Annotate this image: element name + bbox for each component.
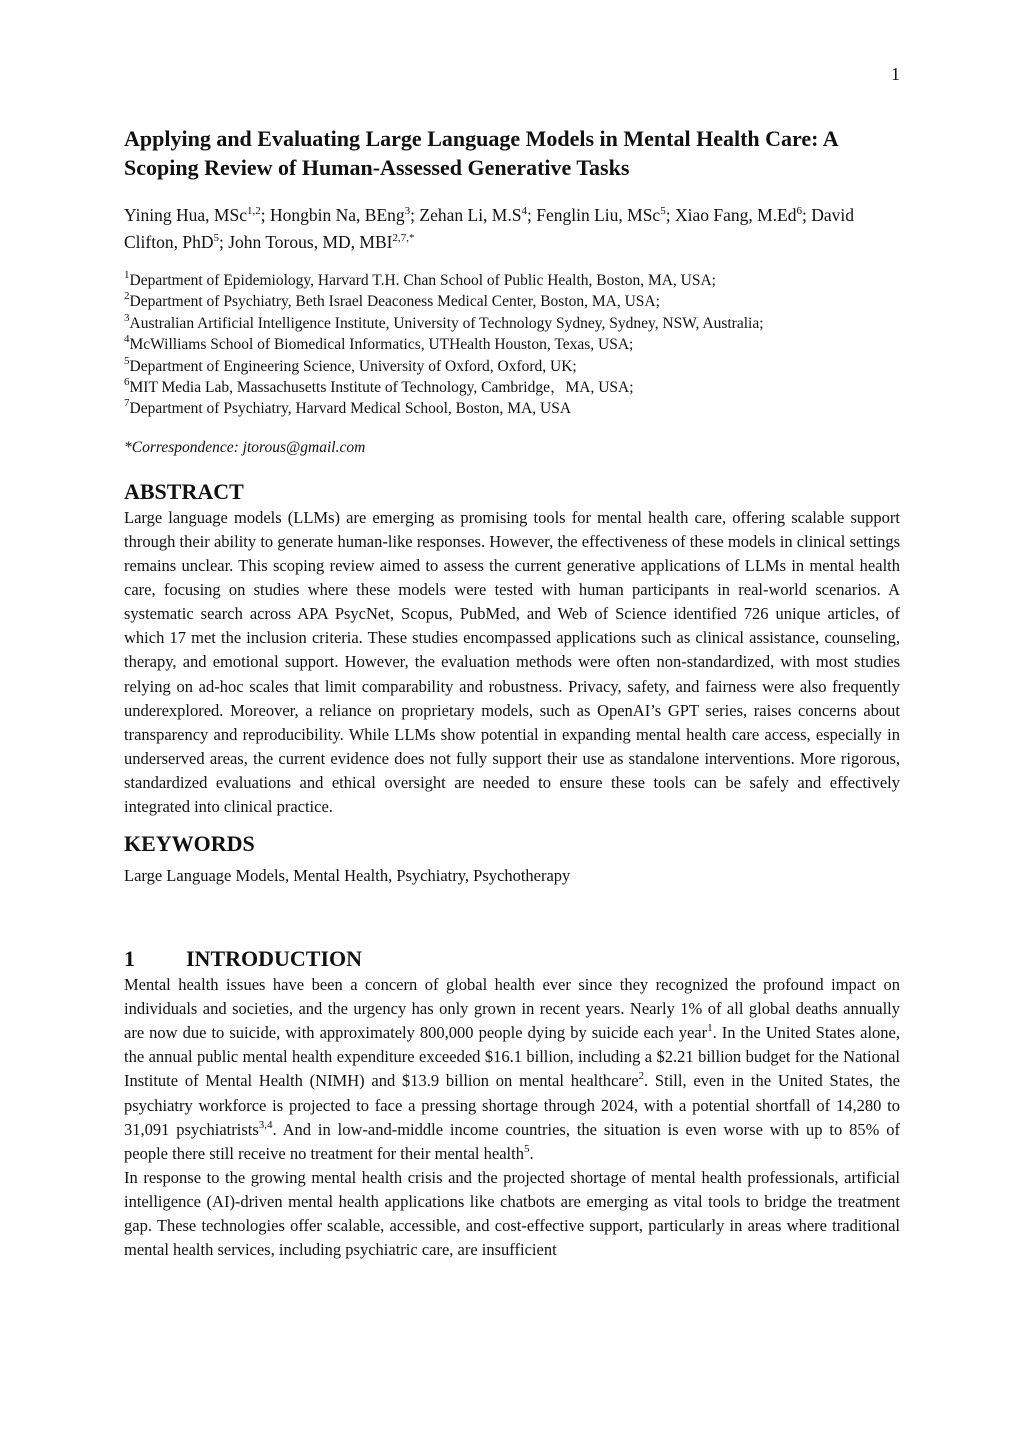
affiliation: $^6$MIT Media Lab, Massachusetts Institute of Technology, Cambridge，MA, USA;: [124, 376, 634, 397]
author: Xiao Fang, M.Ed$^6$;: [674, 205, 812, 225]
introduction-heading: [124, 945, 900, 973]
author: Fenglin Liu, MSc$^5$;: [536, 205, 675, 225]
author: Yining Hua, MSc$^{1,2}$;: [124, 205, 270, 225]
affiliation: $^7$Department of Psychiatry, Harvard Medical School, Boston, MA, USA: [124, 397, 572, 418]
affiliation: $^4$McWilliams School of Biomedical Informatics, UTHealth Houston, Texas, USA;: [124, 333, 634, 354]
affiliation: $^1$Department of Epidemiology, Harvard T.H. Chan School of Public Health, Boston, MA, USA;: [124, 269, 716, 289]
correspondence-email: *Correspondence: jtorous@gmail.com: [124, 438, 366, 456]
citation: 5: [523, 1142, 530, 1155]
affiliation: $^5$Department of Engineering Science, University of Oxford, Oxford, UK;: [124, 354, 577, 375]
abstract-text: Large language models (LLMs) are emerging as promising tools for mental health care, offering scalable support through their ability to generate human-like responses. However, the effectiveness of these models in clinical settings remains unclear. This scoping review aimed to assess the current generative applications of LLMs in mental health care, focusing on studies where these models were tested with human participants in real-world scenarios. A systematic search across APA PsycNet, Scopus, PubMed, and Web of Science identified 726 unique articles, of which 17 met the inclusion criteria. These studies encompassed applications such as clinical assistance, counseling, therapy, and emotional support. However, the evaluation methods were often non-standardized, with most studies relying on ad-hoc scales that limit comparability and robustness. Privacy, safety, and fairness were also frequently underexplored. Moreover, a reliance on proprietary models, such as OpenAI’s GPT series, raises concerns about transparency and reproducibility. While LLMs show potential in expanding mental health care access, especially in underserved areas, the current evidence does not fully support their use as standalone interventions. More rigorous, standardized evaluations and ethical oversight are needed to ensure these tools can be safely and effectively integrated into clinical practice.: [124, 507, 900, 816]
author: Hongbin Na, BEng$^3$;: [270, 205, 420, 225]
paper-title: Applying and Evaluating Large Language Models in Mental Health Care: A Scoping Review of Human-Assessed Generative Tasks: [124, 126, 838, 180]
author-list: [124, 202, 900, 256]
keywords-heading: KEYWORDS: [124, 831, 255, 857]
citation: 2: [638, 1070, 645, 1083]
citation: 3,4: [258, 1118, 273, 1131]
page-number: 1: [891, 64, 900, 84]
affiliation: $^2$Department of Psychiatry, Beth Israel Deaconess Medical Center, Boston, MA, USA;: [124, 290, 660, 311]
section-title: INTRODUCTION: [186, 946, 363, 972]
author: David Clifton, PhD$^5$;: [124, 205, 855, 252]
introduction-paragraph: In response to the growing mental health crisis and the projected shortage of mental health professionals, artificial intelligence (AI)-driven mental health applications like chatbots are emerging as vital tools to bridge the treatment gap. These technologies offer scalable, accessible, and cost-effective support, particularly in areas where traditional mental health services, including psychiatric care, are insufficient: [124, 1167, 900, 1260]
introduction-paragraph: Mental health issues have been a concern of global health ever since they recognized the profound impact on individuals and societies, and the urgency has only grown in recent years. Nearly 1% of all global deaths annually are now due to suicide, with approximately 800,000 people dying by suicide each year$^1$. In the United States alone, the annual public mental health expenditure exceeded $16.1 billion, including a $2.21 billion budget for the National Institute of Mental Health (NIMH) and $13.9 billion on mental healthcare$^2$. Still, even in the United States, the psychiatry workforce is projected to face a pressing shortage through 2024, with a potential shortfall of 14,280 to 31,091 psychiatrists$^{3,4}$. And in low-and-middle income countries, the situation is even worse with up to 85% of people there still receive no treatment for their mental health$^5$.: [124, 975, 901, 1163]
affiliation-list: [124, 270, 900, 420]
affiliation: $^3$Australian Artificial Intelligence Institute, University of Technology Sydney, Sydney, NSW, Australia;: [124, 311, 764, 332]
keywords-text: Large Language Models, Mental Health, Psychiatry, Psychotherapy: [124, 866, 571, 886]
author: John Torous, MD, $MBI^{2,7,*}$: [228, 232, 415, 252]
abstract-heading: ABSTRACT: [124, 478, 244, 504]
author: Zehan Li, $M.S^4$;: [419, 205, 537, 225]
section-number: 1: [124, 946, 135, 972]
paper-body: [124, 124, 900, 1262]
citation: 1: [707, 1022, 713, 1035]
